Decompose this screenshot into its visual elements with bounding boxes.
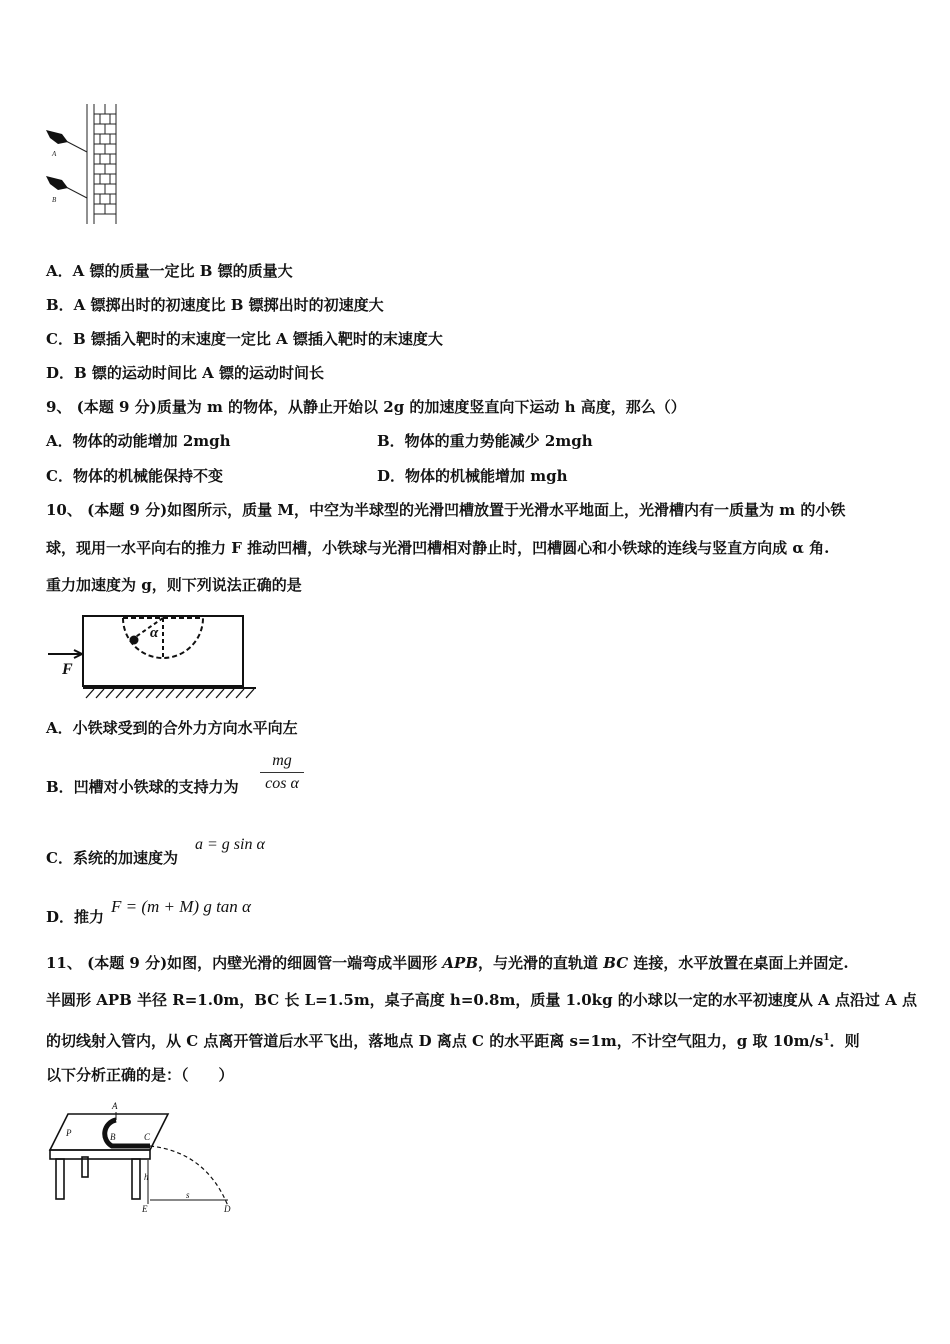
q11-line1-mid: ，与光滑的直轨道 bbox=[478, 954, 604, 972]
q10-option-d: D．推力 bbox=[46, 908, 105, 926]
fraction-denominator: cos α bbox=[265, 775, 299, 792]
point-p-label: P bbox=[66, 1128, 72, 1138]
q11-line3-sup: 1 bbox=[823, 1033, 830, 1043]
point-e-label: E bbox=[142, 1204, 148, 1214]
q10-stem-line1: 10、 (本题 9 分)如图所示，质量 M，中空为半球型的光滑凹槽放置于光滑水平地面上，光滑槽内有一质量为 m 的小铁 bbox=[46, 501, 846, 519]
q8-option-c: C．B 镖插入靶时的末速度一定比 A 镖插入靶时的末速度大 bbox=[46, 330, 443, 348]
groove-figure bbox=[46, 612, 260, 702]
dart-b-icon bbox=[46, 176, 68, 190]
point-a-label: A bbox=[112, 1101, 118, 1111]
q11-stem-line4: 以下分析正确的是：（ ） bbox=[46, 1066, 234, 1084]
q11-apb: APB bbox=[442, 954, 479, 972]
iron-ball-icon bbox=[130, 636, 139, 645]
q9-option-b: B．物体的重力势能减少 2mgh bbox=[377, 432, 593, 450]
q9-option-a: A．物体的动能增加 2mgh bbox=[46, 432, 231, 450]
force-label: F bbox=[62, 661, 73, 678]
q11-line1-post: 连接，水平放置在桌面上并固定. bbox=[628, 954, 849, 972]
alpha-label: α bbox=[150, 625, 159, 641]
q10-option-a: A．小铁球受到的合外力方向水平向左 bbox=[46, 719, 298, 737]
support-force-fraction bbox=[260, 752, 304, 793]
dart-a-icon bbox=[46, 130, 68, 144]
darts-figure bbox=[44, 102, 120, 226]
q11-line1-pre: 11、 (本题 9 分)如图，内壁光滑的细圆管一端弯成半圆形 bbox=[46, 954, 443, 972]
q10-stem-line3: 重力加速度为 g，则下列说法正确的是 bbox=[46, 576, 302, 594]
q10-option-b: B．凹槽对小铁球的支持力为 bbox=[46, 778, 239, 796]
q11-stem-line1 bbox=[46, 953, 849, 973]
point-c-label: C bbox=[144, 1132, 151, 1142]
point-d-label: D bbox=[224, 1204, 231, 1214]
push-force-formula: F = (m + M) g tan α bbox=[111, 897, 251, 916]
q9-stem: 9、 (本题 9 分)质量为 m 的物体，从静止开始以 2g 的加速度竖直向下运动 h 高度，那么（） bbox=[46, 398, 686, 416]
distance-s-label: s bbox=[186, 1190, 190, 1200]
q10-stem-line2: 球，现用一水平向右的推力 F 推动凹槽，小铁球与光滑凹槽相对静止时，凹槽圆心和小铁球的连线与竖直方向成 α 角. bbox=[46, 539, 830, 557]
q11-bc: BC bbox=[603, 954, 629, 972]
dart-b-label: B bbox=[52, 196, 57, 204]
table-figure bbox=[46, 1100, 242, 1216]
q11-line3-text: 的切线射入管内，从 C 点离开管道后水平飞出，落地点 D 离点 C 的水平距离 s=1m，不计空气阻力，g 取 10m/s bbox=[46, 1032, 824, 1050]
q11-line3-end: ．则 bbox=[829, 1032, 860, 1050]
point-b-label: B bbox=[110, 1132, 116, 1142]
fraction-numerator: mg bbox=[260, 752, 304, 773]
q11-stem-line2: 半圆形 APB 半径 R=1.0m，BC 长 L=1.5m，桌子高度 h=0.8m，质量 1.0kg 的小球以一定的水平初速度从 A 点沿过 A 点 bbox=[46, 991, 917, 1009]
q10-option-c: C．系统的加速度为 bbox=[46, 849, 178, 867]
q11-stem-line3 bbox=[46, 1028, 860, 1051]
acceleration-formula: a = g sin α bbox=[195, 836, 265, 853]
q8-option-a: A．A 镖的质量一定比 B 镖的质量大 bbox=[46, 262, 293, 280]
q8-option-d: D．B 镖的运动时间比 A 镖的运动时间长 bbox=[46, 364, 324, 382]
height-h-label: h bbox=[144, 1172, 149, 1182]
q9-option-d: D．物体的机械能增加 mgh bbox=[377, 467, 568, 485]
q9-option-c: C．物体的机械能保持不变 bbox=[46, 467, 223, 485]
dart-a-label: A bbox=[52, 150, 57, 158]
q8-option-b: B．A 镖掷出时的初速度比 B 镖掷出时的初速度大 bbox=[46, 296, 384, 314]
